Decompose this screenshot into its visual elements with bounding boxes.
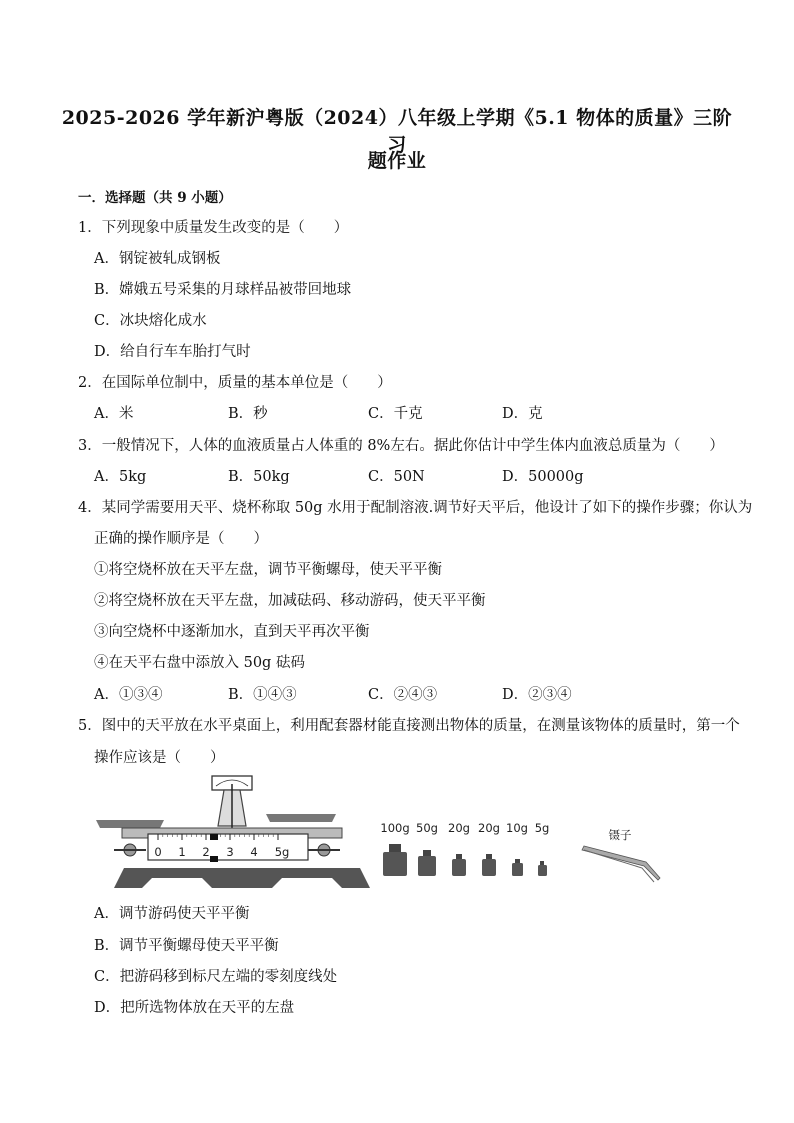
question-3-option-a: A．5kg — [94, 469, 147, 485]
question-4-option-b: B．①④③ — [228, 687, 297, 703]
question-1-option-a: A．钢锭被轧成钢板 — [94, 251, 221, 267]
tweezers-icon — [582, 846, 660, 882]
tweezers-label: 镊子 — [608, 828, 632, 842]
weight-20g-b-icon — [482, 854, 496, 876]
question-2-option-d: D．克 — [502, 406, 543, 422]
question-2-option-a: A．米 — [94, 406, 134, 422]
question-4-step-2: ②将空烧杯放在天平左盘，加减砝码、移动游码，使天平平衡 — [94, 593, 486, 609]
weight-label-50g: 50g — [416, 821, 438, 835]
question-5-stem: 5．图中的天平放在水平桌面上，利用配套器材能直接测出物体的质量，在测量该物体的质量时，第一个 — [78, 718, 740, 734]
question-4-stem-continued: 正确的操作顺序是（ ） — [94, 531, 268, 547]
question-5-option-c: C．把游码移到标尺左端的零刻度线处 — [94, 969, 338, 985]
question-4-step-4: ④在天平右盘中添放入 50g 砝码 — [94, 655, 305, 671]
weight-100g-icon — [383, 844, 407, 876]
question-4-option-c: C．②④③ — [368, 687, 438, 703]
scale-tick-1: 1 — [178, 845, 186, 859]
document-title-line1: 2025-2026 学年新沪粤版（2024）八年级上学期《5.1 物体的质量》三阶习 — [61, 107, 733, 156]
scale-tick-4: 4 — [250, 845, 258, 859]
question-1-option-d: D．给自行车车胎打气时 — [94, 344, 251, 360]
weight-label-5g: 5g — [534, 821, 550, 835]
question-4-step-3: ③向空烧杯中逐渐加水，直到天平再次平衡 — [94, 624, 370, 640]
question-5-option-a: A．调节游码使天平平衡 — [94, 906, 250, 922]
weight-50g-icon — [418, 850, 436, 876]
question-4-stem: 4．某同学需要用天平、烧杯称取 50g 水用于配制溶液.调节好天平后，他设计了如下的操作步骤；你认为 — [78, 500, 753, 516]
scale-tick-0: 0 — [154, 845, 162, 859]
balance-figure — [92, 770, 672, 895]
document-title-line2: 题作业 — [367, 150, 427, 172]
question-4-step-1: ①将空烧杯放在天平左盘，调节平衡螺母，使天平平衡 — [94, 562, 442, 578]
question-3-option-b: B．50kg — [228, 469, 290, 485]
question-5-option-b: B．调节平衡螺母使天平平衡 — [94, 938, 279, 954]
weight-5g-icon — [538, 861, 547, 876]
question-4-option-d: D．②③④ — [502, 687, 572, 703]
weight-label-10g: 10g — [506, 821, 528, 835]
question-2-stem: 2．在国际单位制中，质量的基本单位是（ ） — [78, 375, 392, 391]
scale-tick-5: 5g — [274, 845, 290, 859]
question-4-option-a: A．①③④ — [94, 687, 163, 703]
question-5-option-d: D．把所选物体放在天平的左盘 — [94, 1000, 295, 1016]
question-1-option-c: C．冰块熔化成水 — [94, 313, 207, 329]
question-1-stem: 1．下列现象中质量发生改变的是（ ） — [78, 220, 349, 236]
question-2-option-c: C．千克 — [368, 406, 423, 422]
weight-label-20g-b: 20g — [478, 821, 500, 835]
scale-tick-2: 2 — [202, 845, 210, 859]
question-1-option-b: B．嫦娥五号采集的月球样品被带回地球 — [94, 282, 352, 298]
weight-20g-a-icon — [452, 854, 466, 876]
balance-scale-icon — [96, 776, 370, 888]
question-2-option-b: B．秒 — [228, 406, 268, 422]
weight-label-100g: 100g — [380, 821, 410, 835]
question-3-option-c: C．50N — [368, 469, 425, 485]
question-3-option-d: D．50000g — [502, 469, 584, 485]
scale-tick-3: 3 — [226, 845, 234, 859]
question-3-stem: 3．一般情况下，人体的血液质量占人体重的 8%左右。据此你估计中学生体内血液总质量为（ ） — [78, 438, 724, 454]
weight-10g-icon — [512, 859, 523, 876]
question-5-stem-continued: 操作应该是（ ） — [94, 750, 225, 766]
section-heading: 一．选择题（共 9 小题） — [78, 190, 232, 206]
weight-label-20g-a: 20g — [448, 821, 470, 835]
